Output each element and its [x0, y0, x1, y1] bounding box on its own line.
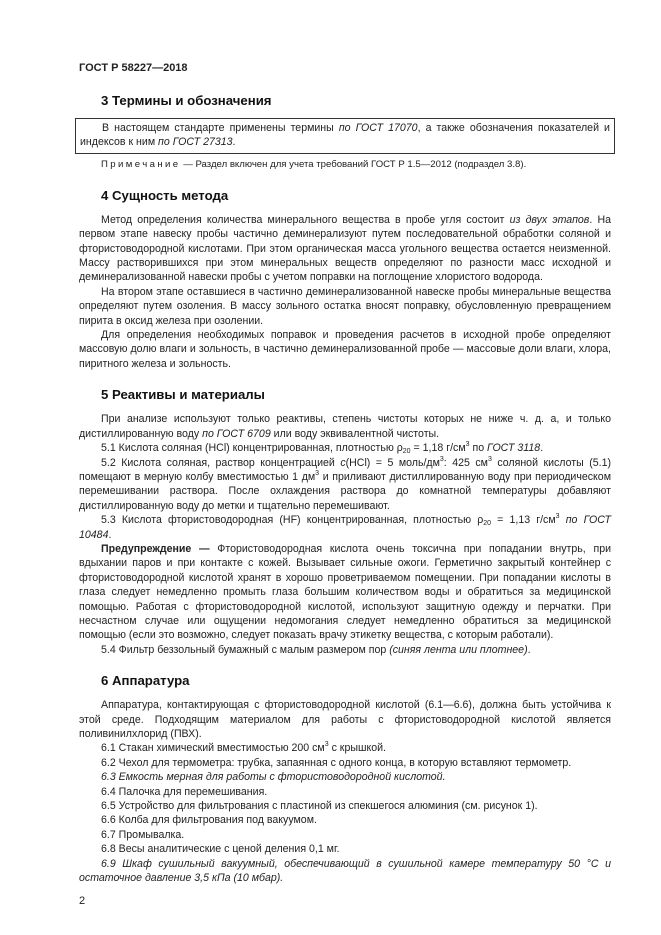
section-heading: 5 Реактивы и материалы — [101, 387, 265, 403]
paragraph — [79, 857, 611, 886]
paragraph — [79, 842, 611, 856]
text-run: 20 — [402, 448, 411, 456]
text-run: , а также обозначения показателей и индексов к ним — [80, 122, 610, 149]
paragraph — [79, 741, 611, 755]
text-run: 6.5 Устройство для фильтрования с пластиной из спекшегося алюминия (см. рисунок 1). — [101, 800, 538, 813]
text-run: 6.7 Промывалка. — [101, 828, 185, 841]
text-run: ГОСТ 3118 — [487, 442, 541, 455]
text-run: 5.4 Фильтр беззольный бумажный с малым размером пор — [101, 643, 390, 656]
text-run: (HCl) = 5 моль/дм — [345, 456, 440, 469]
paragraph — [79, 213, 611, 285]
text-run: . — [527, 643, 531, 656]
text-run: по ГОСТ 27313 — [158, 136, 233, 149]
text-run: 6.8 Весы аналитические с ценой деления 0,1 мг. — [101, 843, 340, 856]
paragraph — [79, 799, 611, 813]
paragraph — [79, 441, 611, 455]
text-run: соляной кислоты (5.1) помещают в мерную колбу вместимостью 1 дм — [79, 456, 611, 483]
text-run: Примечание — [101, 158, 181, 170]
paragraph — [79, 770, 611, 784]
text-run: 5.1 Кислота соляная (HCl) концентрированная, плотностью ρ — [101, 442, 403, 455]
section-terms — [79, 93, 611, 172]
paragraph — [79, 285, 611, 328]
text-run: = 1,18 г/см — [410, 442, 466, 455]
paragraph — [79, 756, 611, 770]
paragraph — [79, 412, 611, 441]
text-run: Метод определения количества минерального вещества в пробе угля состоит — [101, 213, 510, 226]
text-run: — Раздел включен для учета требований ГОСТ Р 1.5—2012 (подраздел 3.8). — [180, 158, 527, 170]
text-run: . — [108, 528, 112, 541]
paragraph — [79, 813, 611, 827]
paragraph — [79, 785, 611, 799]
section-heading: 6 Аппаратура — [101, 673, 190, 689]
text-run: c — [340, 456, 346, 469]
text-run: 6.2 Чехол для термометра: трубка, запаянная с одного конца, в которую вставляют термометр. — [101, 756, 572, 769]
text-run: 3 — [315, 469, 320, 477]
text-run: 3 — [324, 741, 329, 749]
document-header: ГОСТ Р 58227—2018 — [79, 62, 188, 74]
text-run: по — [469, 442, 488, 455]
text-run: 3 — [487, 455, 492, 463]
text-run: (синяя лента или плотнее) — [389, 643, 528, 656]
text-run: : 425 см — [443, 456, 488, 469]
text-run: 5.3 Кислота фтористоводородная (HF) концентрированная, плотностью ρ — [101, 514, 484, 527]
note — [101, 158, 611, 172]
text-run: 6.1 Стакан химический вместимостью 200 см — [101, 742, 325, 755]
text-run: . На первом этапе навеску пробы частично деминерализуют путем последовательной обработки соляной и фтористоводородной кислотами. При этом органическая масса угольного вещества остается неизменной. Массу растворившихся при этом минеральных веществ определяют по разности масс исходной и деминерализованной навески пробы с учетом поправки на поглощение хлористого водорода. — [79, 213, 611, 284]
text-run: по ГОСТ 10484 — [79, 514, 611, 541]
text-run: 6.3 Емкость мерная для работы с фтористоводородной кислотой. — [101, 771, 446, 784]
text-run: с крышкой. — [328, 742, 386, 755]
paragraph — [79, 542, 611, 643]
text-run: по ГОСТ 6709 — [202, 427, 271, 440]
text-run: по ГОСТ 17070 — [338, 122, 418, 134]
paragraph — [79, 643, 611, 657]
page-number: 2 — [79, 895, 86, 908]
text-run: 6.6 Колба для фильтрования под вакуумом. — [101, 814, 317, 827]
section-heading: 4 Сущность метода — [101, 187, 229, 203]
text-run: 3 — [465, 441, 470, 449]
section-apparatus — [79, 673, 611, 885]
text-run: из двух этапов — [509, 213, 590, 226]
paragraph — [79, 328, 611, 371]
section-reagents — [79, 387, 611, 657]
text-run: 6.4 Палочка для перемешивания. — [101, 785, 268, 798]
paragraph — [79, 828, 611, 842]
section-heading: 3 Термины и обозначения — [101, 93, 272, 108]
text-run: Предупреждение — — [101, 542, 210, 555]
text-run: . — [232, 136, 236, 149]
text-run: Аппаратура, контактирующая с фтористоводородной кислотой (6.1—6.6), должна быть устойчива к этой среде. Подходящим материалом для работы с фтористоводородной кислотой является поливинилхлорид (ПВХ). — [79, 699, 611, 740]
text-run: и приливают дистиллированную воду при периодическом перемешивании раствора. После охлаждения раствора до комнатной температуры добавляют дистиллированную воду до метки и тщательно перемешивают. — [79, 470, 611, 512]
boxed-paragraph — [75, 118, 615, 154]
text-run: . — [540, 442, 544, 455]
text-run: 3 — [439, 455, 444, 463]
text-run: или воду эквивалентной чистоты. — [270, 427, 440, 440]
text-run: = 1,13 г/см — [491, 514, 556, 527]
paragraph — [79, 513, 611, 542]
text-run: Для определения необходимых поправок и проведения расчетов в исходной пробе определяют массовую долю влаги и зольность, в частично деминерализованной пробе — массовые доли влаги, хлора, пиритного железа и зольность. — [79, 329, 611, 370]
text-run: Фтористоводородная кислота очень токсична при попадании внутрь, при вдыхании паров и при контакте с кожей. Вызывает сильные ожоги. Герметично закрытый контейнер с фтористоводородной кислотой хранят в хорошо проветриваемом помещении. При попадании кислоты в глаза следует немедленно промыть глаза большим количеством воды и обратиться за медицинской помощью. Работая с фтористоводородной кислотой, используют защитную одежду и перчатки. При несчастном случае или ощущении недомогания следует немедленно обратиться за медицинской помощью (если это возможно, следует показать врачу этикетку вещества, с которым работали). — [79, 542, 611, 642]
text-run: При анализе используют только реактивы, степень чистоты которых не ниже ч. д. а, и только дистиллированную воду — [79, 413, 611, 440]
text-run: 3 — [555, 513, 560, 521]
text-run: 20 — [483, 520, 492, 528]
text-run: 6.9 Шкаф сушильный вакуумный, обеспечивающий в сушильной камере температуру 50 °С и остаточное давление 3,5 кПа (10 мбар). — [79, 857, 611, 885]
text-run: 5.2 Кислота соляная, раствор концентрацией — [101, 456, 341, 469]
paragraph — [79, 456, 611, 514]
text-run: На втором этапе оставшиеся в частично деминерализованной навеске пробы минеральные вещества определяют путем озоления. В массу зольного остатка вносят поправку, обусловленную превращением пирита в оксид железа при озолении. — [79, 285, 611, 327]
text-run: В настоящем стандарте применены термины — [102, 122, 339, 134]
section-method — [79, 188, 611, 371]
paragraph — [79, 698, 611, 741]
